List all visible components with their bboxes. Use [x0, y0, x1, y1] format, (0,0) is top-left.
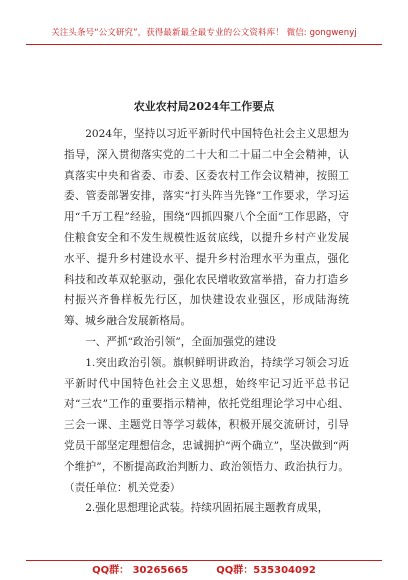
- section-heading: 一、严抓“政治引领”，全面加强党的建设: [85, 335, 277, 348]
- footer-qq-group-2: QQ群：535304092: [216, 565, 316, 576]
- document-body: [64, 124, 349, 519]
- footer-qq-group-1: QQ群： 30265665: [92, 565, 189, 576]
- footer: [0, 561, 408, 576]
- document-title: 农业农村局2024年工作要点: [133, 100, 275, 113]
- header-divider: [26, 44, 382, 45]
- intro-paragraph: 2024年，坚持以习近平新时代中国特色社会主义思想为指导，深入贯彻落实党的二十大和二十届二中全会精神，认真落实中央和省委、市委、区委农村工作会议精神，按照工委、管委部署安排，落实“打头阵当先锋”工作要求，学习运用“千万工程”经验，围绕“四抓四聚八个全面”工作思路，守住粮食安全和不发生规模性返贫底线，以提升乡村产业发展水平、提升乡村建设水平、提升乡村治理水平为重点，强化科技和改革双轮驱动，强化农民增收致富举措，奋力打造乡村振兴齐鲁样板先行区，加快建设农业强区，形成陆海统筹、城乡融合发展新格局。: [64, 128, 349, 328]
- body-paragraph: 2.强化思想理论武装。持续巩固拓展主题教育成果，: [85, 502, 329, 515]
- header-banner: 关注头条号“公文研究”，获得最新最全最专业的公文资料库！ 微信: gongwenyj: [51, 28, 357, 38]
- body-paragraph: 1.突出政治引领。旗帜鲜明讲政治，持续学习领会习近平新时代中国特色社会主义思想，始终牢记习近平总书记对“三农”工作的重要指示精神，依托党组理论学习中心组、三会一课、主题党日等学习载体，积极开展交流研讨，引导党员干部坚定理想信念，忠诚拥护“两个确立”，坚决做到“两个维护”，不断提高政治判断力、政治领悟力、政治执行力。（责任单位：机关党委）: [64, 356, 349, 494]
